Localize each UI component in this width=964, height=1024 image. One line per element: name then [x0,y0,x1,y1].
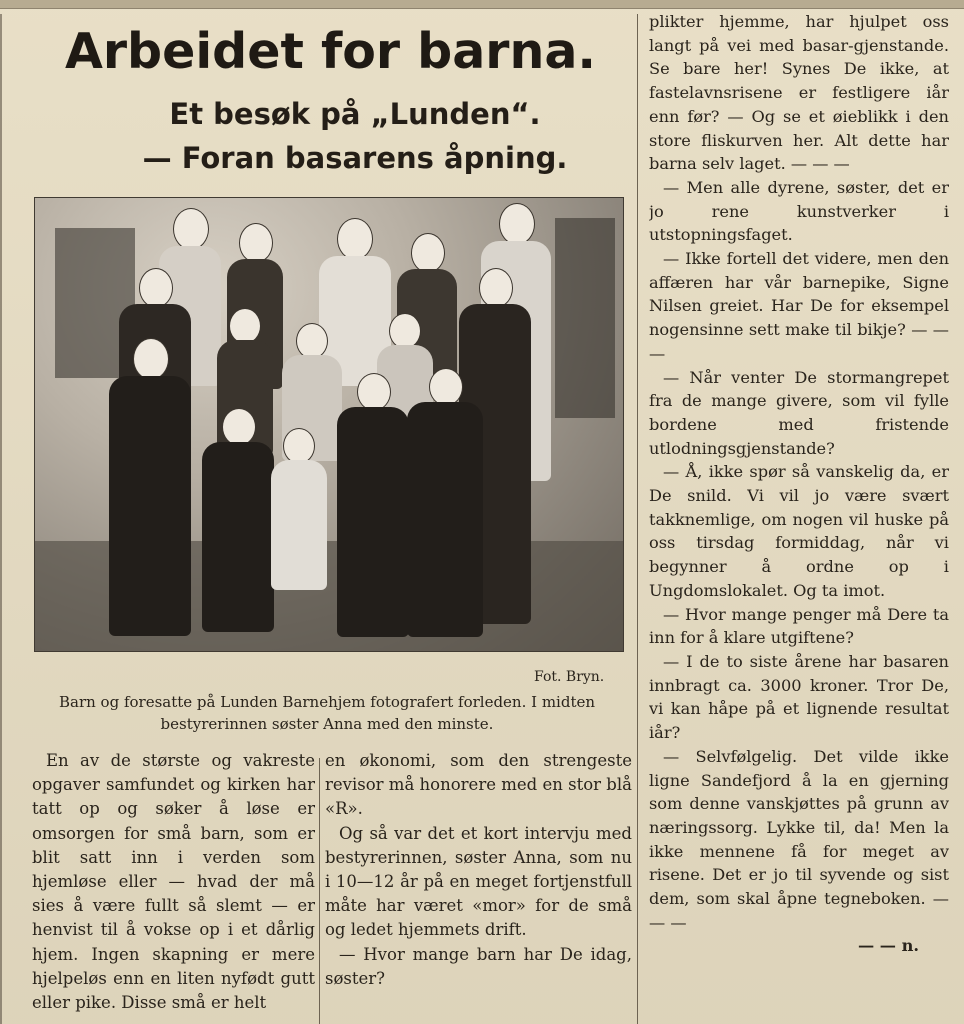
column-3 [649,10,949,1024]
subhead-1: Et besøk på „Lunden“. [169,97,541,131]
author-signature: — — n. [857,936,919,956]
column-1-paragraph: En av de største og vakreste opgaver samfundet og kirken har tatt op og søker å løse er omsorgen for små barn, som er blit satt inn i verden som hjemløse eller — hvad der må sies å være fullt så slemt — er henvist til å vokse op i et dårlig hjem. Ingen skapning er mere hjelpeløs enn en liten nyfødt gutt eller pike. Disse små er helt [32,751,315,1013]
top-rule [0,0,964,9]
column-3-paragraph: — Men alle dyrene, søster, det er jo rene kunstverker i utstopningsfaget. [649,177,949,245]
photo-credit: Fot. Bryn. [534,669,605,685]
column-3-paragraph: — Selvfølgelig. Det vilde ikke ligne Sandefjord å la en gjerning som denne vanskjøttes på grunn av næringssorg. Lykke til, da! Men la ikke mennene få for meget av risene. Det er jo til syvende og sist dem, som skal åpne tegneboken. — — — [649,746,949,932]
column-2-paragraph: en økonomi, som den strengeste revisor må honorere med en stor blå «R». [325,751,632,819]
column-3-paragraph: — Hvor mange penger må Dere ta inn for å klare utgiftene? [649,604,949,648]
column-2-paragraph: Og så var det et kort intervju med bestyrerinnen, søster Anna, som nu i 10—12 år på en meget fortjenstfull måte har været «mor» for de små og ledet hjemmets drift. [325,823,632,940]
left-edge-rule [0,14,2,1024]
column-rule-middle [319,758,320,1024]
headline: Arbeidet for barna. [64,23,597,80]
column-2 [325,749,632,1024]
column-1 [32,749,315,1024]
column-3-paragraph: plikter hjemme, har hjulpet oss langt på vei med basar-gjenstande. Se bare her! Synes De ikke, at fastelavnsrisene er festligere iår enn før? — Og se et øieblikk i den store fliskurven her. Alt dette har barna selv laget. — — — [649,12,949,174]
column-3-paragraph: — Når venter De stormangrepet fra de mange givere, som vil fylle bordene med fristende utlodningsgjenstande? [649,367,949,458]
subhead-2: — Foran basarens åpning. [142,141,568,175]
column-3-paragraph: — Ikke fortell det videre, men den affæren har vår barnepike, Signe Nilsen greiet. Har De for eksempel nogensinne sett make til bikje? — — — [649,249,949,363]
column-3-paragraph: — Å, ikke spør så vanskelig da, er De snild. Vi vil jo være svært takknemlige, om nogen vil huske på oss tirsdag formiddag, når vi begynner å ordne op i Ungdomslokalet. Og ta imot. [649,462,949,600]
column-3-paragraph: — I de to siste årene har basaren innbragt ca. 3000 kroner. Tror De, vi kan håpe på et lignende resultat iår? [649,651,949,743]
photo-caption: Barn og foresatte på Lunden Barnehjem fotografert forleden. I midten bestyrerinnen søster Anna med den minste. [58,693,596,733]
column-rule-right [637,14,638,1024]
group-photo [34,197,624,652]
column-2-paragraph: — Hvor mange barn har De idag, søster? [325,944,632,988]
